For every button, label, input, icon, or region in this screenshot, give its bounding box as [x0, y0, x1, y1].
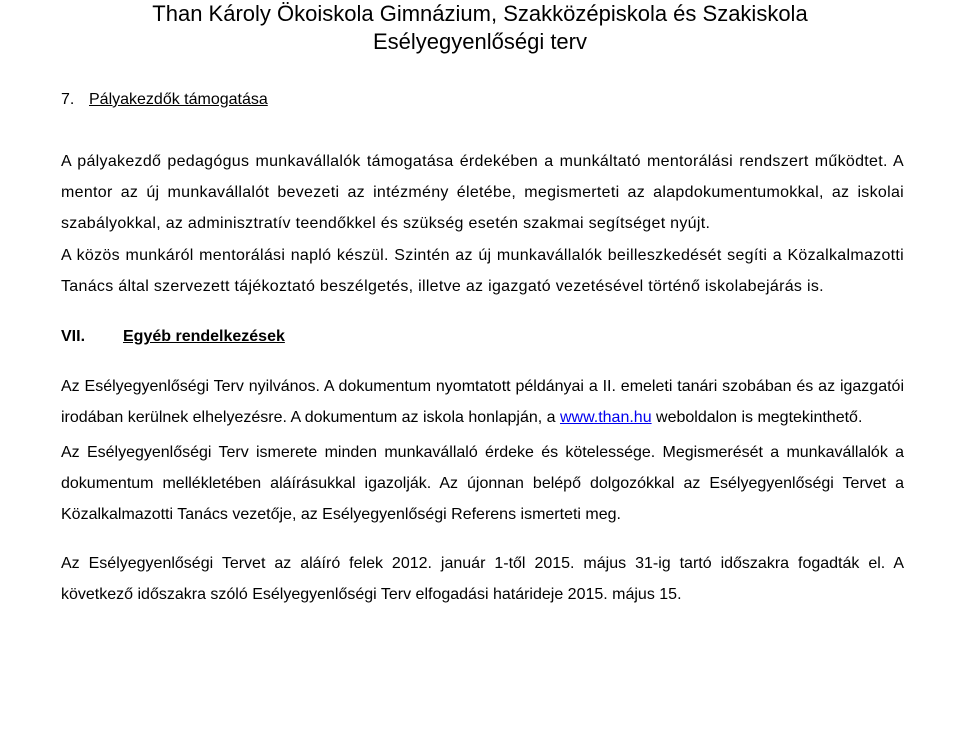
section-vii-paragraph-public: [61, 371, 904, 433]
section-vii-number: VII.: [61, 328, 86, 345]
section-7-title: Pályakezdők támogatása: [89, 91, 268, 108]
section-7-heading: [61, 89, 904, 111]
section-vii-paragraph-duty: Az Esélyegyenlőségi Terv ismerete minden munkavállaló érdeke és kötelessége. Megismerését a munkavállalók a dokumentum mellékletében aláírásukkal igazolják. Az újonnan belépő dolgozókkal az Esélyegyenlőségi Tervet a Közalkalmazotti Tanács vezetője, az Esélyegyenlőségi Referens ismerteti meg.: [61, 444, 904, 523]
header-document-title: Esélyegyenlőségi terv: [372, 29, 587, 54]
section-7-paragraph-mentoring: A pályakezdő pedagógus munkavállalók támogatása érdekében a munkáltató mentorálási rendszert működtet. A mentor az új munkavállalót bevezeti az intézmény életébe, megismerteti az alapdokumentumokkal, az iskolai szabályokkal, az adminisztratív teendőkkel és szükség esetén szakmai segítséget nyújt.: [61, 153, 904, 232]
section-vii-title: Egyéb rendelkezések: [123, 328, 285, 345]
website-link[interactable]: www.than.hu: [559, 409, 652, 426]
section-vii-heading: [61, 326, 904, 348]
section-vii-paragraph-validity: Az Esélyegyenlőségi Tervet az aláíró felek 2012. január 1-től 2015. május 31-ig tartó időszakra fogadták el. A következő időszakra szóló Esélyegyenlőségi Terv elfogadási határideje 2015. május 15.: [61, 555, 904, 603]
document-body: [61, 86, 904, 610]
section-7-paragraph-diary: A közös munkáról mentorálási napló készül. Szintén az új munkavállalók beilleszkedését segíti a Közalkalmazotti Tanács által szervezett tájékoztató beszélgetés, illetve az igazgató vezetésével történő iskolabejárás is.: [61, 247, 904, 295]
header-school-name: Than Károly Ökoiskola Gimnázium, Szakközépiskola és Szakiskola: [152, 1, 808, 26]
section-7-number: 7.: [61, 91, 75, 108]
paragraph-text: weboldalon is megtekinthető.: [651, 409, 863, 426]
document-header: [0, 0, 960, 56]
paragraph-text: Az Esélyegyenlőségi Terv nyilvános. A dokumentum nyomtatott példányai a II. emeleti tanári szobában és az igazgatói irodában kerülnek elhelyezésre. A dokumentum az iskola honlapján, a: [61, 378, 904, 426]
